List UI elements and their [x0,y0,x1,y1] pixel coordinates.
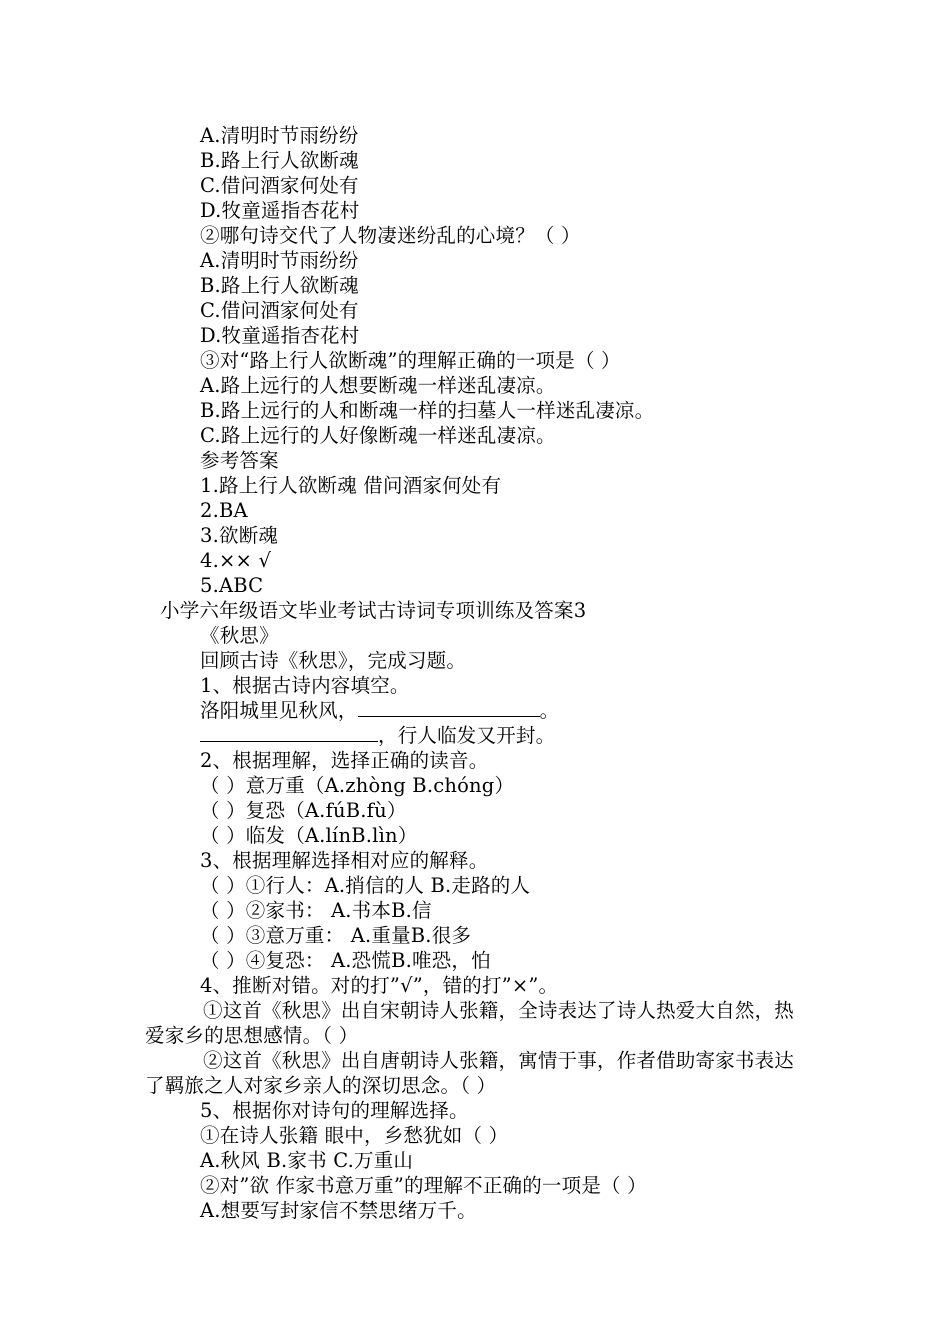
text-line: A.路上远行的人想要断魂一样迷乱凄凉。 [200,374,556,397]
answers-heading: 参考答案 [200,449,279,472]
text-line: A.秋风 B.家书 C.万重山 [200,1149,414,1172]
text-line: （ ）临发（A.línB.lìn） [200,824,418,847]
question-line: ②哪句诗交代了人物凄迷纷乱的心境？（ ） [200,224,581,247]
answer-line: 2.BA [200,499,248,522]
question-line: 4、推断对错。对的打”√”，错的打”×”。 [200,974,559,997]
text-line: B.路上行人欲断魂 [200,274,359,297]
question-line: 1、根据古诗内容填空。 [200,674,410,697]
text-line: B.路上远行的人和断魂一样的扫墓人一样迷乱凄凉。 [200,399,655,422]
text-line: （ ）复恐（A.fúB.fù） [200,799,407,822]
text-line: A.清明时节雨纷纷 [200,124,359,147]
fill-text: ，行人临发又开封。 [378,724,556,747]
text-line: （ ）②家书： A.书本B.信 [200,899,432,922]
fill-blank-line [200,698,559,723]
text-line: （ ）意万重（A.zhòng B.chóng） [200,774,515,797]
answer-blank[interactable] [200,723,378,742]
text-line: 回顾古诗《秋思》，完成习题。 [200,649,467,672]
question-line: 5、根据你对诗句的理解选择。 [200,1099,469,1122]
text-line: C.借问酒家何处有 [200,299,359,322]
text-line: ②对”欲 作家书意万重”的理解不正确的一项是（ ） [200,1174,647,1197]
text-line: C.借问酒家何处有 [200,174,359,197]
text-line: B.路上行人欲断魂 [200,149,359,172]
text-line: （ ）③意万重： A.重量B.很多 [200,924,472,947]
fill-text: 。 [539,699,560,722]
section-title: 小学六年级语文毕业考试古诗词专项训练及答案3 [160,599,587,622]
answer-line: 4.×× √ [200,549,272,572]
answer-blank[interactable] [358,698,540,717]
answer-line: 3.欲断魂 [200,524,279,547]
text-line: A.清明时节雨纷纷 [200,249,359,272]
text-line: A.想要写封家信不禁思绪万千。 [200,1199,477,1222]
statement-paragraph: ②这首《秋思》出自唐朝诗人张籍，寓情于事，作者借助寄家书表达了羁旅之人对家乡亲人的深切思念。（ ） [145,1049,795,1097]
text-line: ①在诗人张籍 眼中，乡愁犹如（ ） [200,1124,509,1147]
question-line: 2、根据理解，选择正确的读音。 [200,749,489,772]
poem-title: 《秋思》 [200,624,279,647]
fill-blank-line [200,723,555,748]
answer-line: 5.ABC [200,574,264,597]
text-line: D.牧童遥指杏花村 [200,324,360,347]
question-line: ③对“路上行人欲断魂”的理解正确的一项是（ ） [200,349,621,372]
answer-line: 1.路上行人欲断魂 借问酒家何处有 [200,474,502,497]
text-line: D.牧童遥指杏花村 [200,199,360,222]
fill-text: 洛阳城里见秋风， [200,699,358,722]
statement-paragraph: ①这首《秋思》出自宋朝诗人张籍，全诗表达了诗人热爱大自然，热爱家乡的思想感情。（ ） [145,999,795,1047]
question-line: 3、根据理解选择相对应的解释。 [200,849,489,872]
text-line: C.路上远行的人好像断魂一样迷乱凄凉。 [200,424,556,447]
text-line: （ ）①行人：A.捎信的人 B.走路的人 [200,874,531,897]
text-line: （ ）④复恐： A.恐慌B.唯恐，怕 [200,949,491,972]
